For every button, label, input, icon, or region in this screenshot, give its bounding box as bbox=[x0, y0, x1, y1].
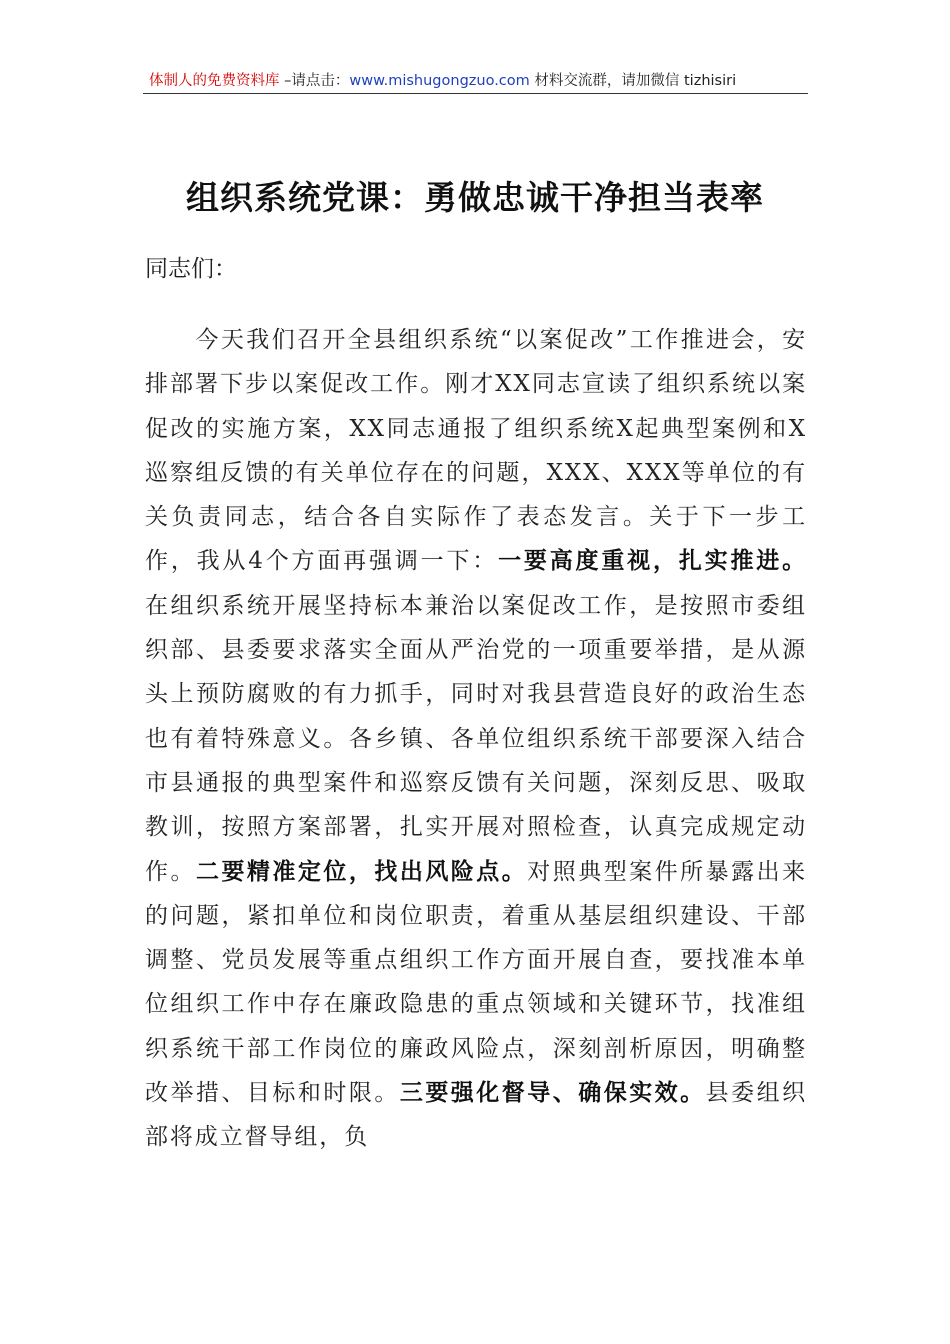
paragraph-text: 在组织系统开展坚持标本兼治以案促改工作，是按照市委组织部、县委要求落实全面从严治党的一项重要举措，是从源头上预防腐败的有力抓手，同时对我县营造良好的政治生态也有着特殊意义。各乡镇、各单位组织系统干部要深入结合市县通报的典型案件和巡察反馈有关问题，深刻反思、吸取教训，按照方案部署，扎实开展对照检查，认真完成规定动作。 bbox=[145, 592, 807, 885]
paragraph-text: 今天我们召开全县组织系统“以案促改”工作推进会，安排部署下步以案促改工作。刚才XX同志宣读了组织系统以案促改的实施方案，XX同志通报了组织系统X起典型案例和X巡察组反馈的有关单位存在的问题，XXX、XXX等单位的有关负责同志，结合各自实际作了表态发言。关于下一步工作，我从4个方面再强调一下： bbox=[145, 327, 807, 575]
paragraph-heading: 二要精准定位，找出风险点。 bbox=[195, 857, 528, 885]
header-note: 材料交流群，请加微信 tizhisiri bbox=[529, 73, 737, 89]
greeting: 同志们： bbox=[145, 256, 237, 282]
paragraph-text: 县委组织部将成立督导组，负 bbox=[145, 1080, 808, 1151]
header-brand: 体制人的免费资料库 bbox=[149, 73, 280, 89]
paragraph-heading: 三要强化督导、确保实效。 bbox=[399, 1079, 706, 1107]
paragraph-text: 对照典型案件所暴露出来的问题，紧扣单位和岗位职责，着重从基层组织建设、干部调整、党员发展等重点组织工作方面开展自查，要找准本单位组织工作中存在廉政隐患的重点领域和关键环节，找准组织系统干部工作岗位的廉政风险点，深刻剖析原因，明确整改举措、目标和时限。 bbox=[145, 858, 807, 1107]
header-link[interactable]: www.mishugongzuo.com bbox=[349, 73, 530, 89]
document-title: 组织系统党课：勇做忠诚干净担当表率 bbox=[186, 178, 764, 217]
paragraph-heading: 一要高度重视，扎实推进。 bbox=[498, 547, 807, 575]
header-prompt: –请点击： bbox=[279, 73, 350, 89]
page-header bbox=[143, 70, 808, 94]
body-paragraph bbox=[145, 318, 807, 1160]
